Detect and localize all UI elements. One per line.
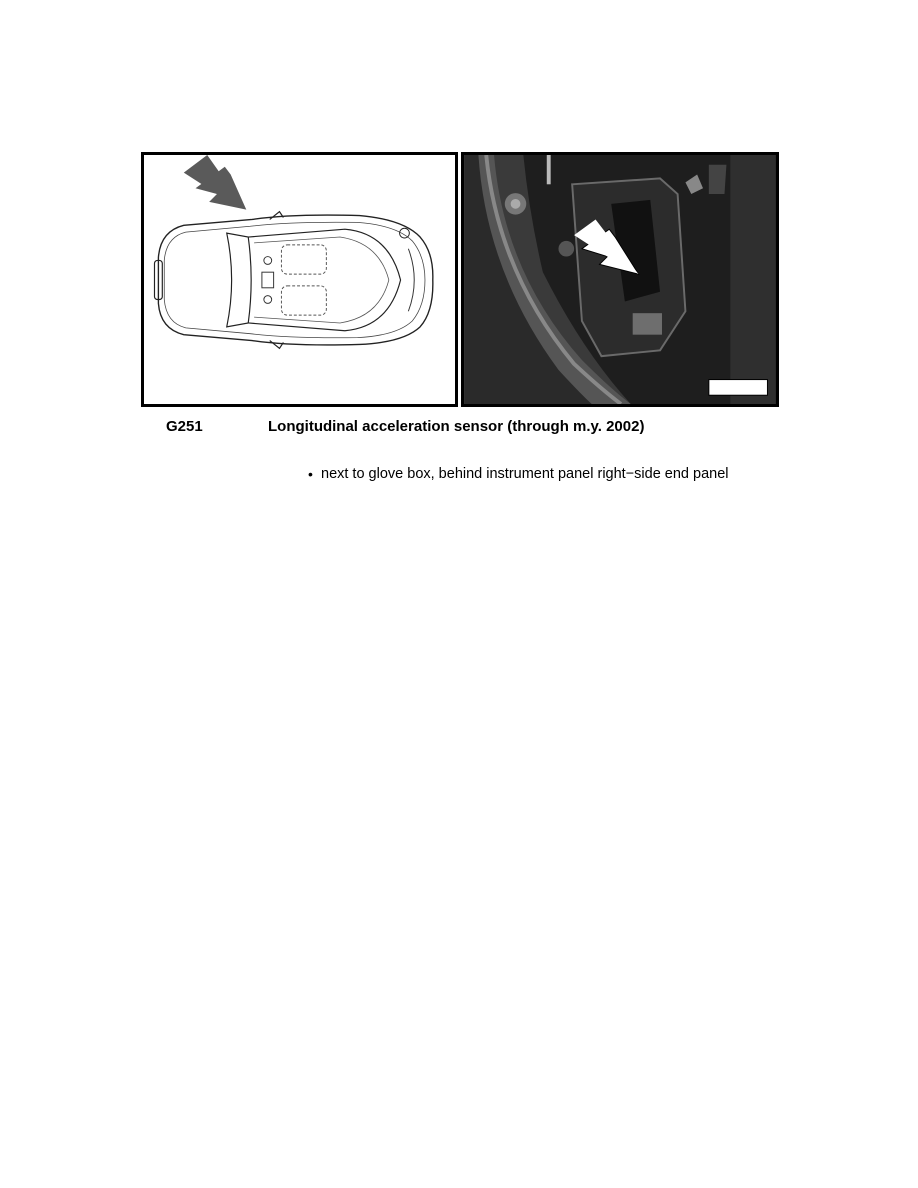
figure-caption — [0, 418, 918, 440]
sensor-location-photo-panel — [461, 152, 779, 407]
location-note-text: next to glove box, behind instrument panel right−side end panel — [321, 466, 729, 482]
car-top-view-diagram — [144, 155, 455, 404]
component-code: G251 — [166, 418, 203, 435]
component-title: Longitudinal acceleration sensor (through m.y. 2002) — [268, 418, 645, 435]
bullet-icon: • — [308, 466, 313, 482]
location-note — [308, 465, 778, 483]
car-overview-panel — [141, 152, 458, 407]
location-figure — [141, 152, 779, 407]
sensor-location-photo — [464, 155, 776, 404]
